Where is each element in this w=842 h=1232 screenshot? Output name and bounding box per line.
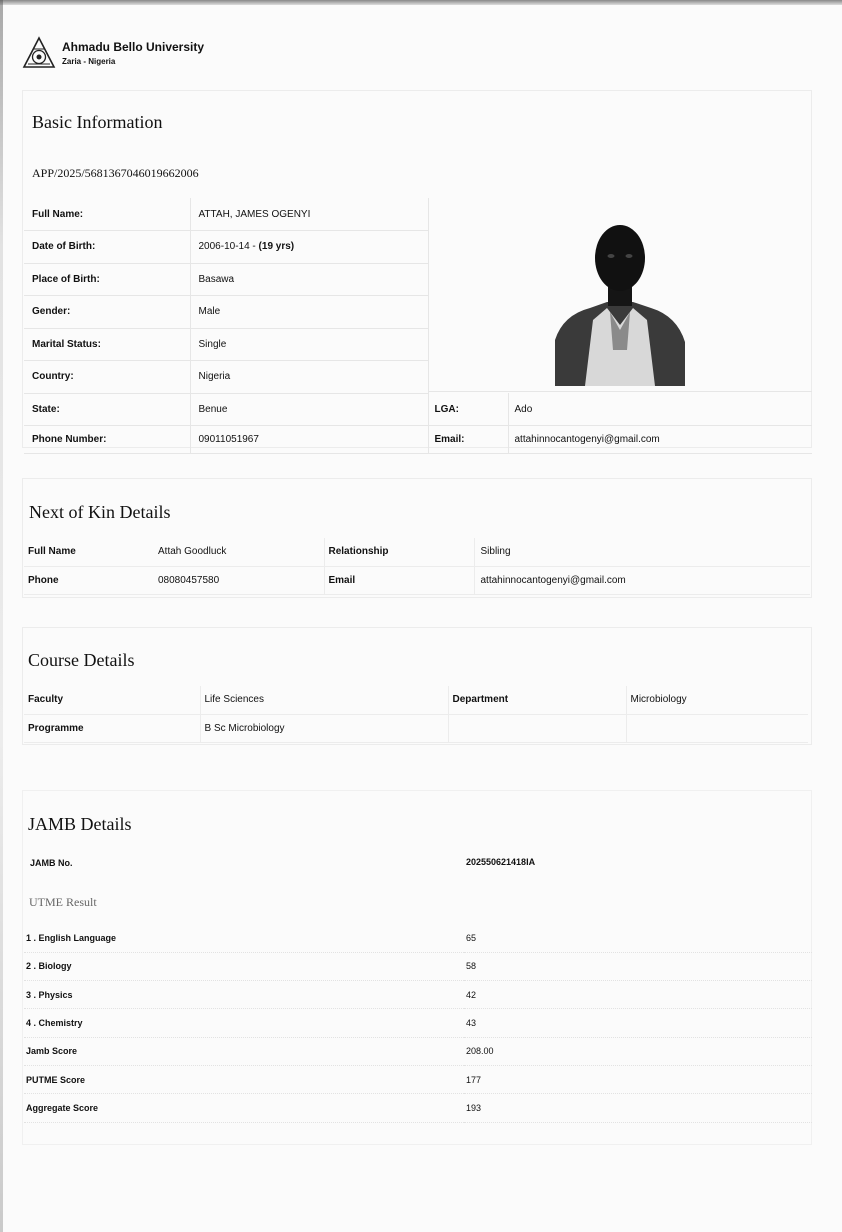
subject-label: 2 . Biology [24, 952, 464, 980]
course-title: Course Details [28, 650, 135, 670]
row-label: Full Name: [24, 198, 190, 231]
photo-cell [428, 198, 812, 392]
row-value: Nigeria [190, 361, 428, 394]
table-row [24, 566, 810, 594]
state-label: State: [24, 393, 190, 426]
subject-score: 65 [464, 924, 812, 952]
table-row [24, 1094, 812, 1122]
table-row [24, 714, 808, 742]
kin-phone-value: 08080457580 [154, 566, 324, 594]
programme-label: Programme [24, 714, 200, 742]
kin-phone-label: Phone [24, 566, 154, 594]
jamb-no-label: JAMB No. [30, 858, 73, 868]
state-value: Benue [190, 393, 428, 426]
kin-relationship-label: Relationship [324, 538, 474, 566]
table-row [24, 1009, 812, 1037]
row-label: Place of Birth: [24, 263, 190, 296]
subject-score: 58 [464, 952, 812, 980]
row-value [190, 231, 428, 264]
left-edge [0, 0, 3, 1232]
email-value: attahinnocantogenyi@gmail.com [508, 426, 812, 454]
subject-label: 3 . Physics [24, 981, 464, 1009]
table-row [24, 952, 812, 980]
subject-label: 1 . English Language [24, 924, 464, 952]
university-header [22, 36, 204, 70]
row-value: Male [190, 296, 428, 329]
course-table [24, 686, 808, 743]
putme-score-label: PUTME Score [24, 1065, 464, 1093]
top-edge [0, 0, 842, 5]
university-name: Ahmadu Bello University [62, 40, 205, 54]
table-row [24, 1037, 812, 1065]
email-label: Email: [428, 426, 508, 454]
table-row [24, 924, 812, 952]
department-value: Microbiology [626, 686, 808, 714]
lga-value: Ado [508, 393, 812, 426]
aggregate-score-value: 193 [464, 1094, 812, 1122]
phone-label: Phone Number: [24, 426, 190, 454]
table-row [24, 393, 812, 426]
application-id: APP/2025/5681367046019662006 [32, 166, 199, 180]
kin-email-value: attahinnocantogenyi@gmail.com [474, 566, 810, 594]
subject-score: 43 [464, 1009, 812, 1037]
age-value: (19 yrs) [258, 241, 295, 253]
kin-email-label: Email [324, 566, 474, 594]
phone-value: 09011051967 [190, 426, 428, 454]
utme-result-table [24, 924, 812, 1123]
jamb-score-label: Jamb Score [24, 1037, 464, 1065]
university-location: Zaria - Nigeria [62, 57, 116, 66]
row-label: Country: [24, 361, 190, 394]
row-value: Basawa [190, 263, 428, 296]
row-value: ATTAH, JAMES OGENYI [190, 198, 428, 231]
utme-result-title: UTME Result [29, 895, 97, 909]
table-row [24, 686, 808, 714]
faculty-label: Faculty [24, 686, 200, 714]
kin-relationship-value: Sibling [474, 538, 810, 566]
table-row [24, 981, 812, 1009]
putme-score-value: 177 [464, 1065, 812, 1093]
faculty-value: Life Sciences [200, 686, 448, 714]
subject-score: 42 [464, 981, 812, 1009]
department-label: Department [448, 686, 626, 714]
table-row [24, 538, 810, 566]
row-label: Gender: [24, 296, 190, 329]
next-of-kin-table [24, 538, 810, 595]
next-of-kin-title: Next of Kin Details [29, 502, 171, 522]
university-crest-icon [22, 36, 56, 70]
subject-label: 4 . Chemistry [24, 1009, 464, 1037]
programme-value: B Sc Microbiology [200, 714, 448, 742]
dob-value: 2006-10-14 - [198, 241, 259, 253]
jamb-title: JAMB Details [28, 814, 132, 834]
jamb-no-value: 202550621418IA [466, 857, 536, 867]
table-row [24, 1065, 812, 1093]
row-label: Date of Birth: [24, 231, 190, 264]
table-row [24, 426, 812, 454]
lga-label: LGA: [428, 393, 508, 426]
basic-info-title: Basic Information [32, 112, 163, 132]
kin-name-value: Attah Goodluck [154, 538, 324, 566]
row-label: Marital Status: [24, 328, 190, 361]
jamb-score-value: 208.00 [464, 1037, 812, 1065]
aggregate-score-label: Aggregate Score [24, 1094, 464, 1122]
kin-name-label: Full Name [24, 538, 154, 566]
row-value: Single [190, 328, 428, 361]
applicant-photo [555, 220, 685, 386]
